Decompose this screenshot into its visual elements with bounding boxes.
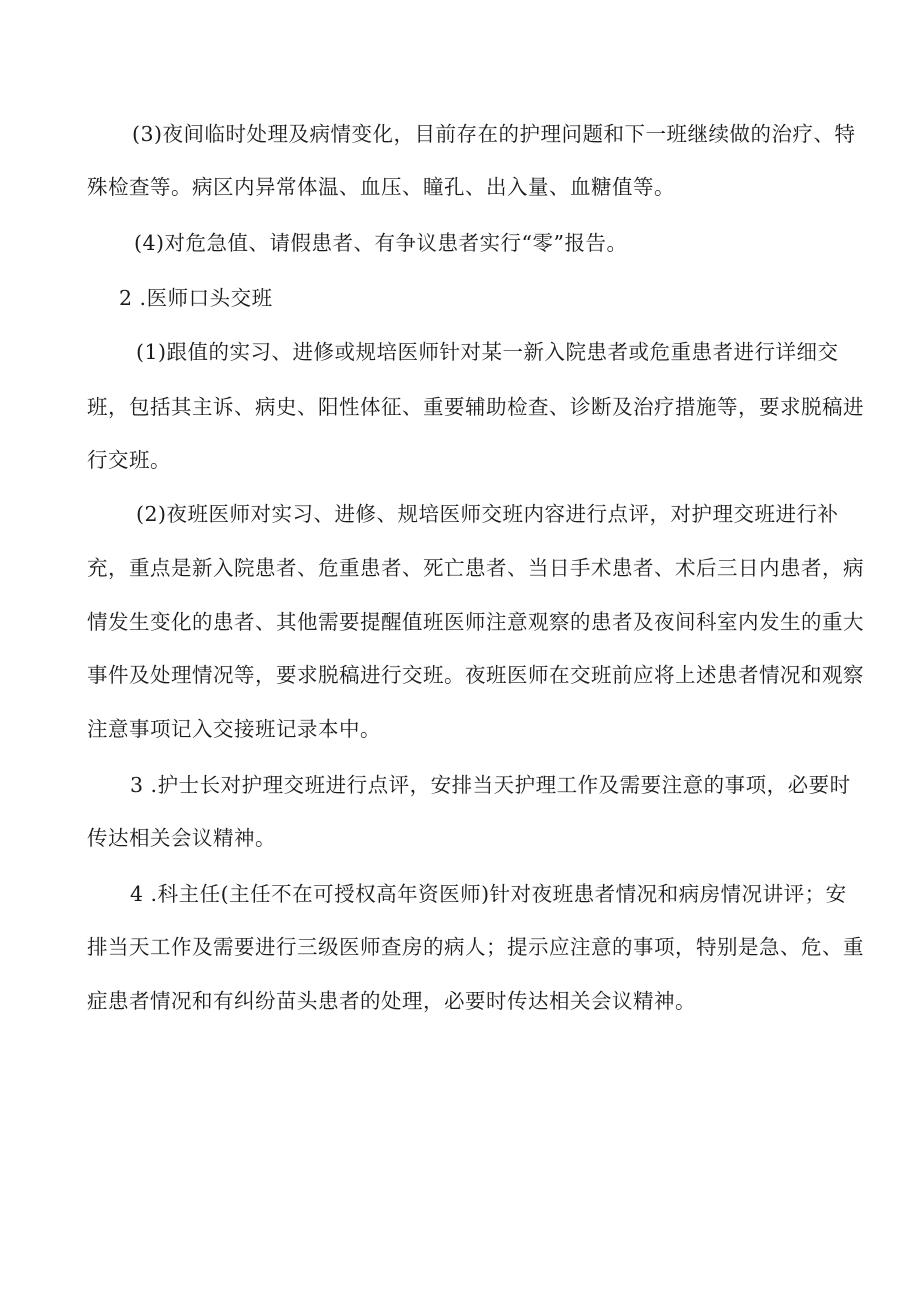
- paragraph-3-line-2: 殊检查等。病区内异常体温、血压、瞳孔、出入量、血糖值等。: [87, 175, 675, 199]
- section-2-item-2-line-5: 注意事项记入交接班记录本中。: [87, 717, 381, 741]
- paragraph-3-line-1: (3)夜间临时处理及病情变化，目前存在的护理问题和下一班继续做的治疗、特: [132, 122, 856, 146]
- section-2-item-1-line-1: (1)跟值的实习、进修或规培医师针对某一新入院患者或危重患者进行详细交: [136, 340, 839, 364]
- section-3-line-2: 传达相关会议精神。: [87, 826, 276, 850]
- section-2-item-2-line-4: 事件及处理情况等，要求脱稿进行交班。夜班医师在交班前应将上述患者情况和观察: [87, 663, 864, 687]
- section-2-item-1-line-3: 行交班。: [87, 448, 171, 472]
- section-4-line-1: 4 .科主任(主任不在可授权高年资医师)针对夜班患者情况和病房情况讲评；安: [130, 882, 847, 906]
- paragraph-4-line-1: (4)对危急值、请假患者、有争议患者实行“零”报告。: [134, 231, 628, 255]
- section-2-item-2-line-3: 情发生变化的患者、其他需要提醒值班医师注意观察的患者及夜间科室内发生的重大: [87, 610, 864, 634]
- section-2-item-2-line-1: (2)夜班医师对实习、进修、规培医师交班内容进行点评，对护理交班进行补: [136, 502, 839, 526]
- section-2-item-1-line-2: 班，包括其主诉、病史、阳性体征、重要辅助检查、诊断及治疗措施等，要求脱稿进: [87, 395, 864, 419]
- section-3-line-1: 3 .护士长对护理交班进行点评，安排当天护理工作及需要注意的事项，必要时: [130, 773, 851, 797]
- section-2-heading: 2 .医师口头交班: [119, 286, 273, 310]
- section-2-item-2-line-2: 充，重点是新入院患者、危重患者、死亡患者、当日手术患者、术后三日内患者，病: [87, 556, 864, 580]
- section-4-line-2: 排当天工作及需要进行三级医师查房的病人；提示应注意的事项，特别是急、危、重: [87, 935, 864, 959]
- section-4-line-3: 症患者情况和有纠纷苗头患者的处理，必要时传达相关会议精神。: [87, 989, 696, 1013]
